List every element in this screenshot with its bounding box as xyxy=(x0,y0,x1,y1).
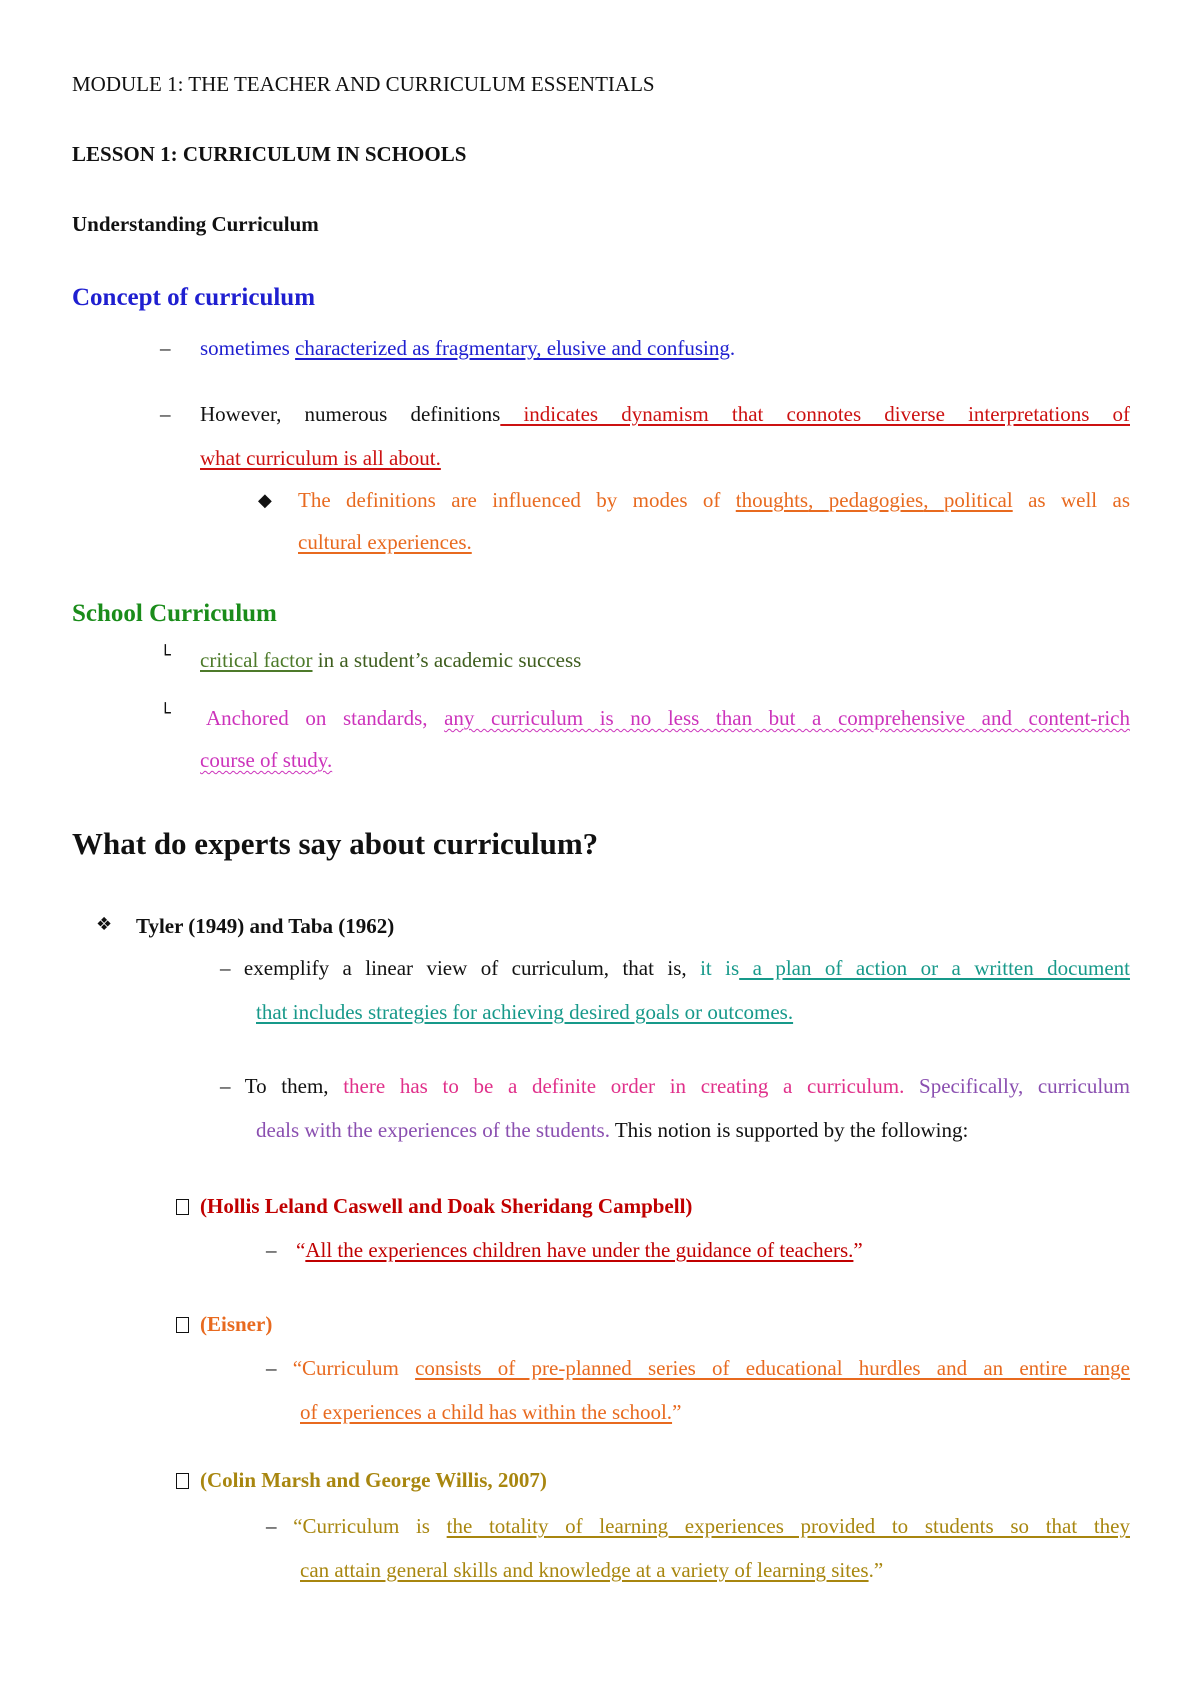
quote-3-line2-underlined: can attain general skills and knowledge at a variety of learning sites xyxy=(300,1558,869,1582)
quote-3-underlined: the totality of learning experiences provided to students so that they xyxy=(446,1514,1130,1538)
concept-bullet-1-underlined: characterized as fragmentary, elusive and confusing xyxy=(295,336,730,360)
quote-2-line2-underlined: of experiences a child has within the school. xyxy=(300,1400,673,1424)
concept-heading: Concept of curriculum xyxy=(72,284,316,311)
quote-2-author: (Eisner) xyxy=(200,1312,273,1336)
school-item-2-pre: Anchored on standards, xyxy=(206,706,445,730)
concept-bullet-1-post: . xyxy=(729,336,736,360)
checkbox-icon xyxy=(176,1473,189,1489)
school-item-1-rest: in a student’s academic success xyxy=(312,648,582,672)
quote-2-open: “Curriculum xyxy=(292,1356,416,1380)
concept-sub-bullet-line2: cultural experiences. xyxy=(298,530,472,554)
school-item-1-underlined: critical factor xyxy=(200,648,313,672)
dash-icon: – xyxy=(266,1514,294,1538)
sub-bullet-sep: , xyxy=(808,488,829,512)
experts-p1-hl: it is xyxy=(700,956,740,980)
sub-bullet-sep: , xyxy=(923,488,944,512)
quote-2-underlined: consists of pre-planned series of educational hurdles and an entire range xyxy=(415,1356,1131,1380)
quote-1-close: ” xyxy=(853,1238,863,1262)
experts-heading: What do experts say about curriculum? xyxy=(72,826,599,861)
school-item-2-underlined: any curriculum is no less than but a comprehensive and content-rich xyxy=(444,706,1130,730)
quote-1-underlined: All the experiences children have under the guidance of teachers. xyxy=(305,1238,854,1262)
experts-p2-line2 xyxy=(256,1116,968,1144)
concept-bullet-1-pre: sometimes xyxy=(200,336,296,360)
school-item-2 xyxy=(206,704,1130,732)
school-item-1 xyxy=(200,646,581,674)
section-title: Understanding Curriculum xyxy=(72,212,319,236)
checkbox-icon xyxy=(176,1317,189,1333)
experts-p2-pre: – To them, xyxy=(220,1074,344,1098)
sub-bullet-thoughts: thoughts xyxy=(735,488,809,512)
corner-bullet-icon: └ xyxy=(160,703,171,724)
quote-3-line2 xyxy=(300,1556,883,1584)
experts-p1-pre: – exemplify a linear view of curriculum, that is, xyxy=(220,956,701,980)
sub-bullet-pre: The definitions are influenced by modes of xyxy=(298,488,736,512)
concept-bullet-2-pre: However, numerous definitions xyxy=(200,402,501,426)
quote-3-text xyxy=(266,1512,1130,1540)
experts-p1-underlined: a plan of action or a written document xyxy=(739,956,1130,980)
quote-3-open: “Curriculum is xyxy=(293,1514,447,1538)
concept-bullet-2 xyxy=(200,400,1130,428)
sub-bullet-pedagogies: pedagogies xyxy=(828,488,924,512)
experts-group-title: Tyler (1949) and Taba (1962) xyxy=(136,914,395,938)
lesson-title: LESSON 1: CURRICULUM IN SCHOOLS xyxy=(72,142,467,166)
experts-p2 xyxy=(220,1072,1130,1100)
diamond-bullet-icon: ◆ xyxy=(258,490,272,510)
concept-sub-bullet xyxy=(298,486,1130,514)
experts-p2-line2-rest: This notion is supported by the following: xyxy=(609,1118,969,1142)
school-heading: School Curriculum xyxy=(72,600,277,627)
quote-2-text xyxy=(266,1354,1130,1382)
quote-3-close: .” xyxy=(868,1558,884,1582)
dash-icon: – xyxy=(266,1238,277,1262)
dash-icon: – xyxy=(266,1356,293,1380)
star-bullet-icon: ❖ xyxy=(96,914,113,935)
school-item-2-line2: course of study. xyxy=(200,748,333,772)
concept-bullet-1 xyxy=(200,334,735,362)
module-title: MODULE 1: THE TEACHER AND CURRICULUM ESSENTIALS xyxy=(72,72,655,96)
experts-p1-line2: that includes strategies for achieving desired goals or outcomes. xyxy=(256,1000,794,1024)
concept-bullet-2-line2: what curriculum is all about. xyxy=(200,446,441,470)
concept-bullet-2-underlined: indicates dynamism that connotes diverse interpretations of xyxy=(500,402,1130,426)
sub-bullet-mid: as well as xyxy=(1012,488,1131,512)
sub-bullet-political: political xyxy=(943,488,1013,512)
dash-icon: – xyxy=(160,402,171,426)
quote-1-author: (Hollis Leland Caswell and Doak Sheridang Campbell) xyxy=(200,1194,693,1218)
experts-p2-pink: there has to be a definite order in creating a curriculum. xyxy=(343,1074,905,1098)
experts-p2-line2-purple: deals with the experiences of the students. xyxy=(256,1118,610,1142)
corner-bullet-icon: └ xyxy=(160,645,171,666)
quote-2-close: ” xyxy=(672,1400,682,1424)
experts-p2-purple: Specifically, curriculum xyxy=(904,1074,1130,1098)
quote-2-line2 xyxy=(300,1398,681,1426)
quote-3-author: (Colin Marsh and George Willis, 2007) xyxy=(200,1468,547,1492)
experts-p1 xyxy=(220,954,1130,982)
quote-1-text xyxy=(296,1236,863,1264)
dash-icon: – xyxy=(160,336,171,360)
checkbox-icon xyxy=(176,1199,189,1215)
quote-1-open: “ xyxy=(296,1238,306,1262)
